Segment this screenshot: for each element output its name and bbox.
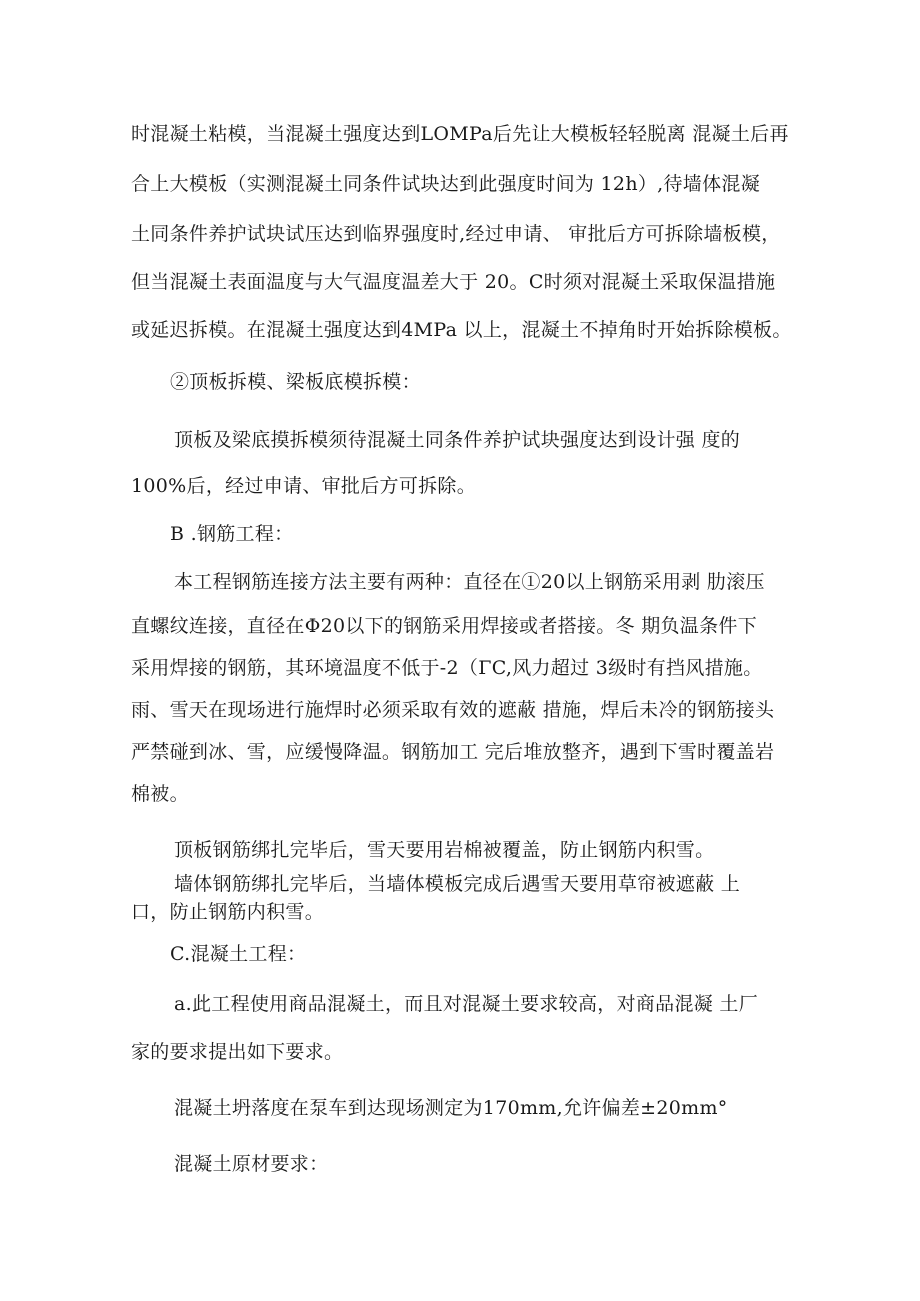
body-text-line: 土同条件养护试块试压达到临界强度时,经过申请、 审批后方可拆除墙板模，: [131, 223, 781, 245]
body-text-line: a.此工程使用商品混凝土，而且对混凝土要求较高，对商品混凝 土厂: [174, 993, 759, 1015]
body-text-line: 严禁碰到冰、雪，应缓慢降温。钢筋加工 完后堆放整齐，遇到下雪时覆盖岩: [131, 741, 775, 763]
body-text-line: 口，防止钢筋内积雪。: [131, 901, 325, 923]
section-heading: B .钢筋工程：: [170, 523, 294, 545]
body-text-line: 雨、雪天在现场进行施焊时必须采取有效的遮蔽 措施，焊后未冷的钢筋接头: [131, 699, 775, 721]
body-text-line: 采用焊接的钢筋，其环境温度不低于-2（ΓC,风力超过 3级时有挡风措施。: [131, 657, 763, 679]
body-text-line: 但当混凝土表面温度与大气温度温差大于 20。C时须对混凝土采取保温措施: [131, 271, 776, 293]
section-heading: C.混凝土工程：: [170, 943, 307, 965]
body-text-line: 棉被。: [131, 783, 189, 805]
body-text-line: 顶板及梁底摸拆模须待混凝土同条件养护试块强度达到设计强 度的: [174, 429, 741, 451]
body-text-line: 直螺纹连接，直径在Φ20以下的钢筋采用焊接或者搭接。冬 期负温条件下: [131, 615, 757, 637]
body-text-line: 合上大模板（实测混凝土同条件试块达到此强度时间为 12h）,待墙体混凝: [131, 173, 760, 195]
body-text-line: 混凝土坍落度在泵车到达现场测定为170mm,允许偏差±20mm°: [174, 1097, 728, 1119]
body-text-line: 墙体钢筋绑扎完毕后，当墙体模板完成后遇雪天要用草帘被遮蔽 上: [174, 873, 741, 895]
body-text-line: 100%后，经过申请、审批后方可拆除。: [131, 475, 477, 497]
body-text-line: 家的要求提出如下要求。: [131, 1041, 344, 1063]
body-text-line: 顶板钢筋绑扎完毕后，雪天要用岩棉被覆盖，防止钢筋内积雪。: [174, 839, 715, 861]
body-text-line: 混凝土原材要求：: [174, 1153, 329, 1175]
section-heading: ②顶板拆模、梁板底模拆模：: [170, 371, 421, 393]
body-text-line: 本工程钢筋连接方法主要有两种：直径在①20以上钢筋采用剥 肋滚压: [174, 571, 765, 593]
body-text-line: 时混凝土粘模，当混凝土强度达到LOMPa后先让大模板轻轻脱离 混凝土后再: [131, 123, 789, 145]
body-text-line: 或延迟拆模。在混凝土强度达到4MPa 以上，混凝土不掉角时开始拆除模板。: [131, 319, 792, 341]
